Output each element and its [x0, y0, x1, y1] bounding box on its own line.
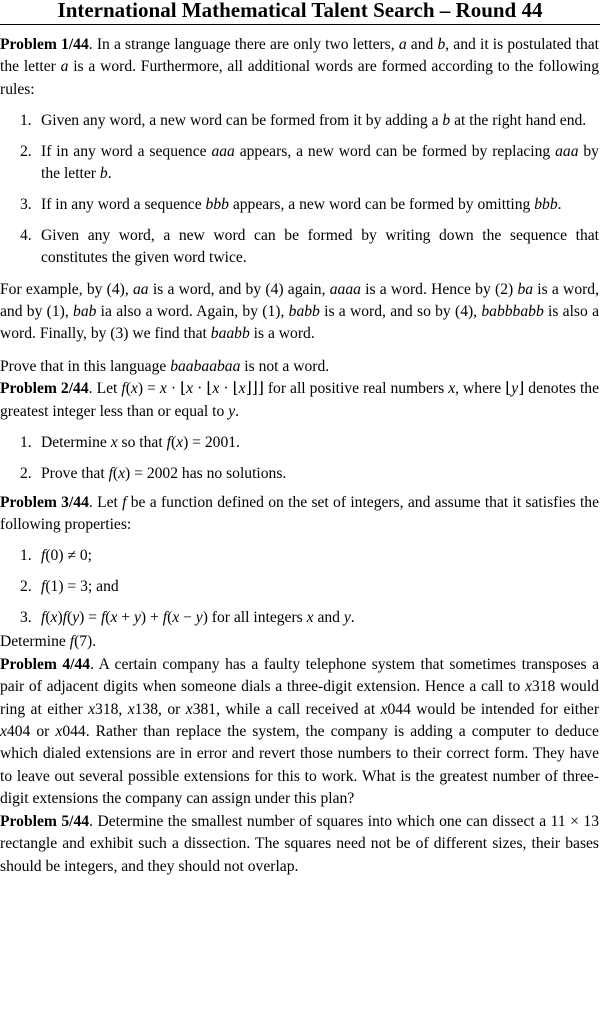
problem-4: [0, 654, 600, 811]
problem-1-label: Problem 1/44: [0, 36, 89, 53]
list-item: [0, 463, 600, 485]
list-item-text: Prove that f(x) = 2002 has no solutions.: [41, 464, 287, 482]
list-item: [0, 110, 600, 132]
list-item-number: 2.: [20, 142, 32, 160]
title-rule: [0, 24, 600, 25]
list-item-number: 1.: [20, 547, 32, 565]
list-item: [0, 545, 600, 567]
list-item-text: If in any word a sequence aaa appears, a new word can be formed by replacing aaa by the letter b.: [41, 142, 599, 183]
problem-1-intro: . In a strange language there are only two letters, a and b, and it is postulated that the letter a is a word. Furthermore, all additional words are formed according to the following rules:: [0, 36, 600, 98]
problem-3-intro: . Let f be a function defined on the set of integers, and assume that it satisfies the following properties:: [0, 493, 600, 534]
problem-4-text: . A certain company has a faulty telephone system that sometimes transposes a pair of adjacent digits when someone dials a three-digit extension. Hence a call to x318 would ring at either x318, x138, or x381, while a call received at x044 would be intended for either x404 or x044. Rather than replace the system, the company is adding a computer to deduce which dialed extensions are in error and revert those numbers to their correct form. They have to leave out several possible extensions for this to work. What is the greatest number of three-digit extensions the company can assign under this plan?: [0, 655, 600, 808]
problem-2: [0, 378, 600, 485]
list-item: [0, 225, 600, 270]
list-item: [0, 607, 600, 629]
list-item-number: 4.: [20, 226, 32, 244]
problem-3-determine: Determine f(7).: [0, 633, 97, 651]
list-item: [0, 432, 600, 454]
problem-3: [0, 492, 600, 654]
list-item: [0, 141, 600, 186]
list-item-number: 3.: [20, 195, 32, 213]
list-item-text: Given any word, a new word can be formed from it by adding a b at the right hand end.: [41, 111, 587, 129]
page-title: International Mathematical Talent Search – Round 44: [57, 0, 543, 22]
problem-2-intro: . Let f(x) = x · ⌊x · ⌊x · ⌊x⌋⌋⌋ for all positive real numbers x, where ⌊y⌋ denotes the greatest integer less than or equal to y.: [0, 380, 599, 420]
list-item-number: 1.: [20, 433, 32, 451]
problem-1-rules: [0, 110, 600, 270]
list-item: [0, 194, 600, 216]
list-item-number: 3.: [20, 609, 32, 627]
problem-1-prove: Prove that in this language baabaabaa is not a word.: [0, 357, 330, 375]
list-item-number: 2.: [20, 464, 32, 482]
problem-5: [0, 811, 600, 878]
list-item-text: f(0) ≠ 0;: [41, 547, 93, 565]
problem-3-label: Problem 3/44: [0, 493, 89, 511]
list-item-text: Determine x so that f(x) = 2001.: [41, 433, 240, 451]
list-item-number: 1.: [20, 111, 32, 129]
list-item-number: 2.: [20, 578, 32, 596]
list-item-text: Given any word, a new word can be formed by writing down the sequence that constitutes the given word twice.: [41, 226, 599, 267]
problem-5-text: . Determine the smallest number of squares into which one can dissect a 11 × 13 rectangle and exhibit such a dissection. The squares need not be of different sizes, their bases should be integers, and they should not overlap.: [0, 812, 599, 875]
problem-2-items: [0, 432, 600, 485]
list-item-text: f(x)f(y) = f(x + y) + f(x − y) for all integers x and y.: [41, 609, 355, 627]
list-item: [0, 576, 600, 598]
problem-1-example: For example, by (4), aa is a word, and by (4) again, aaaa is a word. Hence by (2) ba is a word, and by (1), bab ia also a word. Again, by (1), babb is a word, and so by (4), babbbabb is also a word. Finally, by (3) we find that baabb is a word.: [0, 280, 600, 343]
problem-3-items: [0, 545, 600, 629]
list-item-text: f(1) = 3; and: [41, 578, 119, 596]
problem-2-label: Problem 2/44: [0, 380, 89, 398]
list-item-text: If in any word a sequence bbb appears, a new word can be formed by omitting bbb.: [41, 195, 562, 213]
problem-1: [0, 34, 600, 378]
problem-4-label: Problem 4/44: [0, 655, 91, 673]
problem-5-label: Problem 5/44: [0, 812, 90, 830]
